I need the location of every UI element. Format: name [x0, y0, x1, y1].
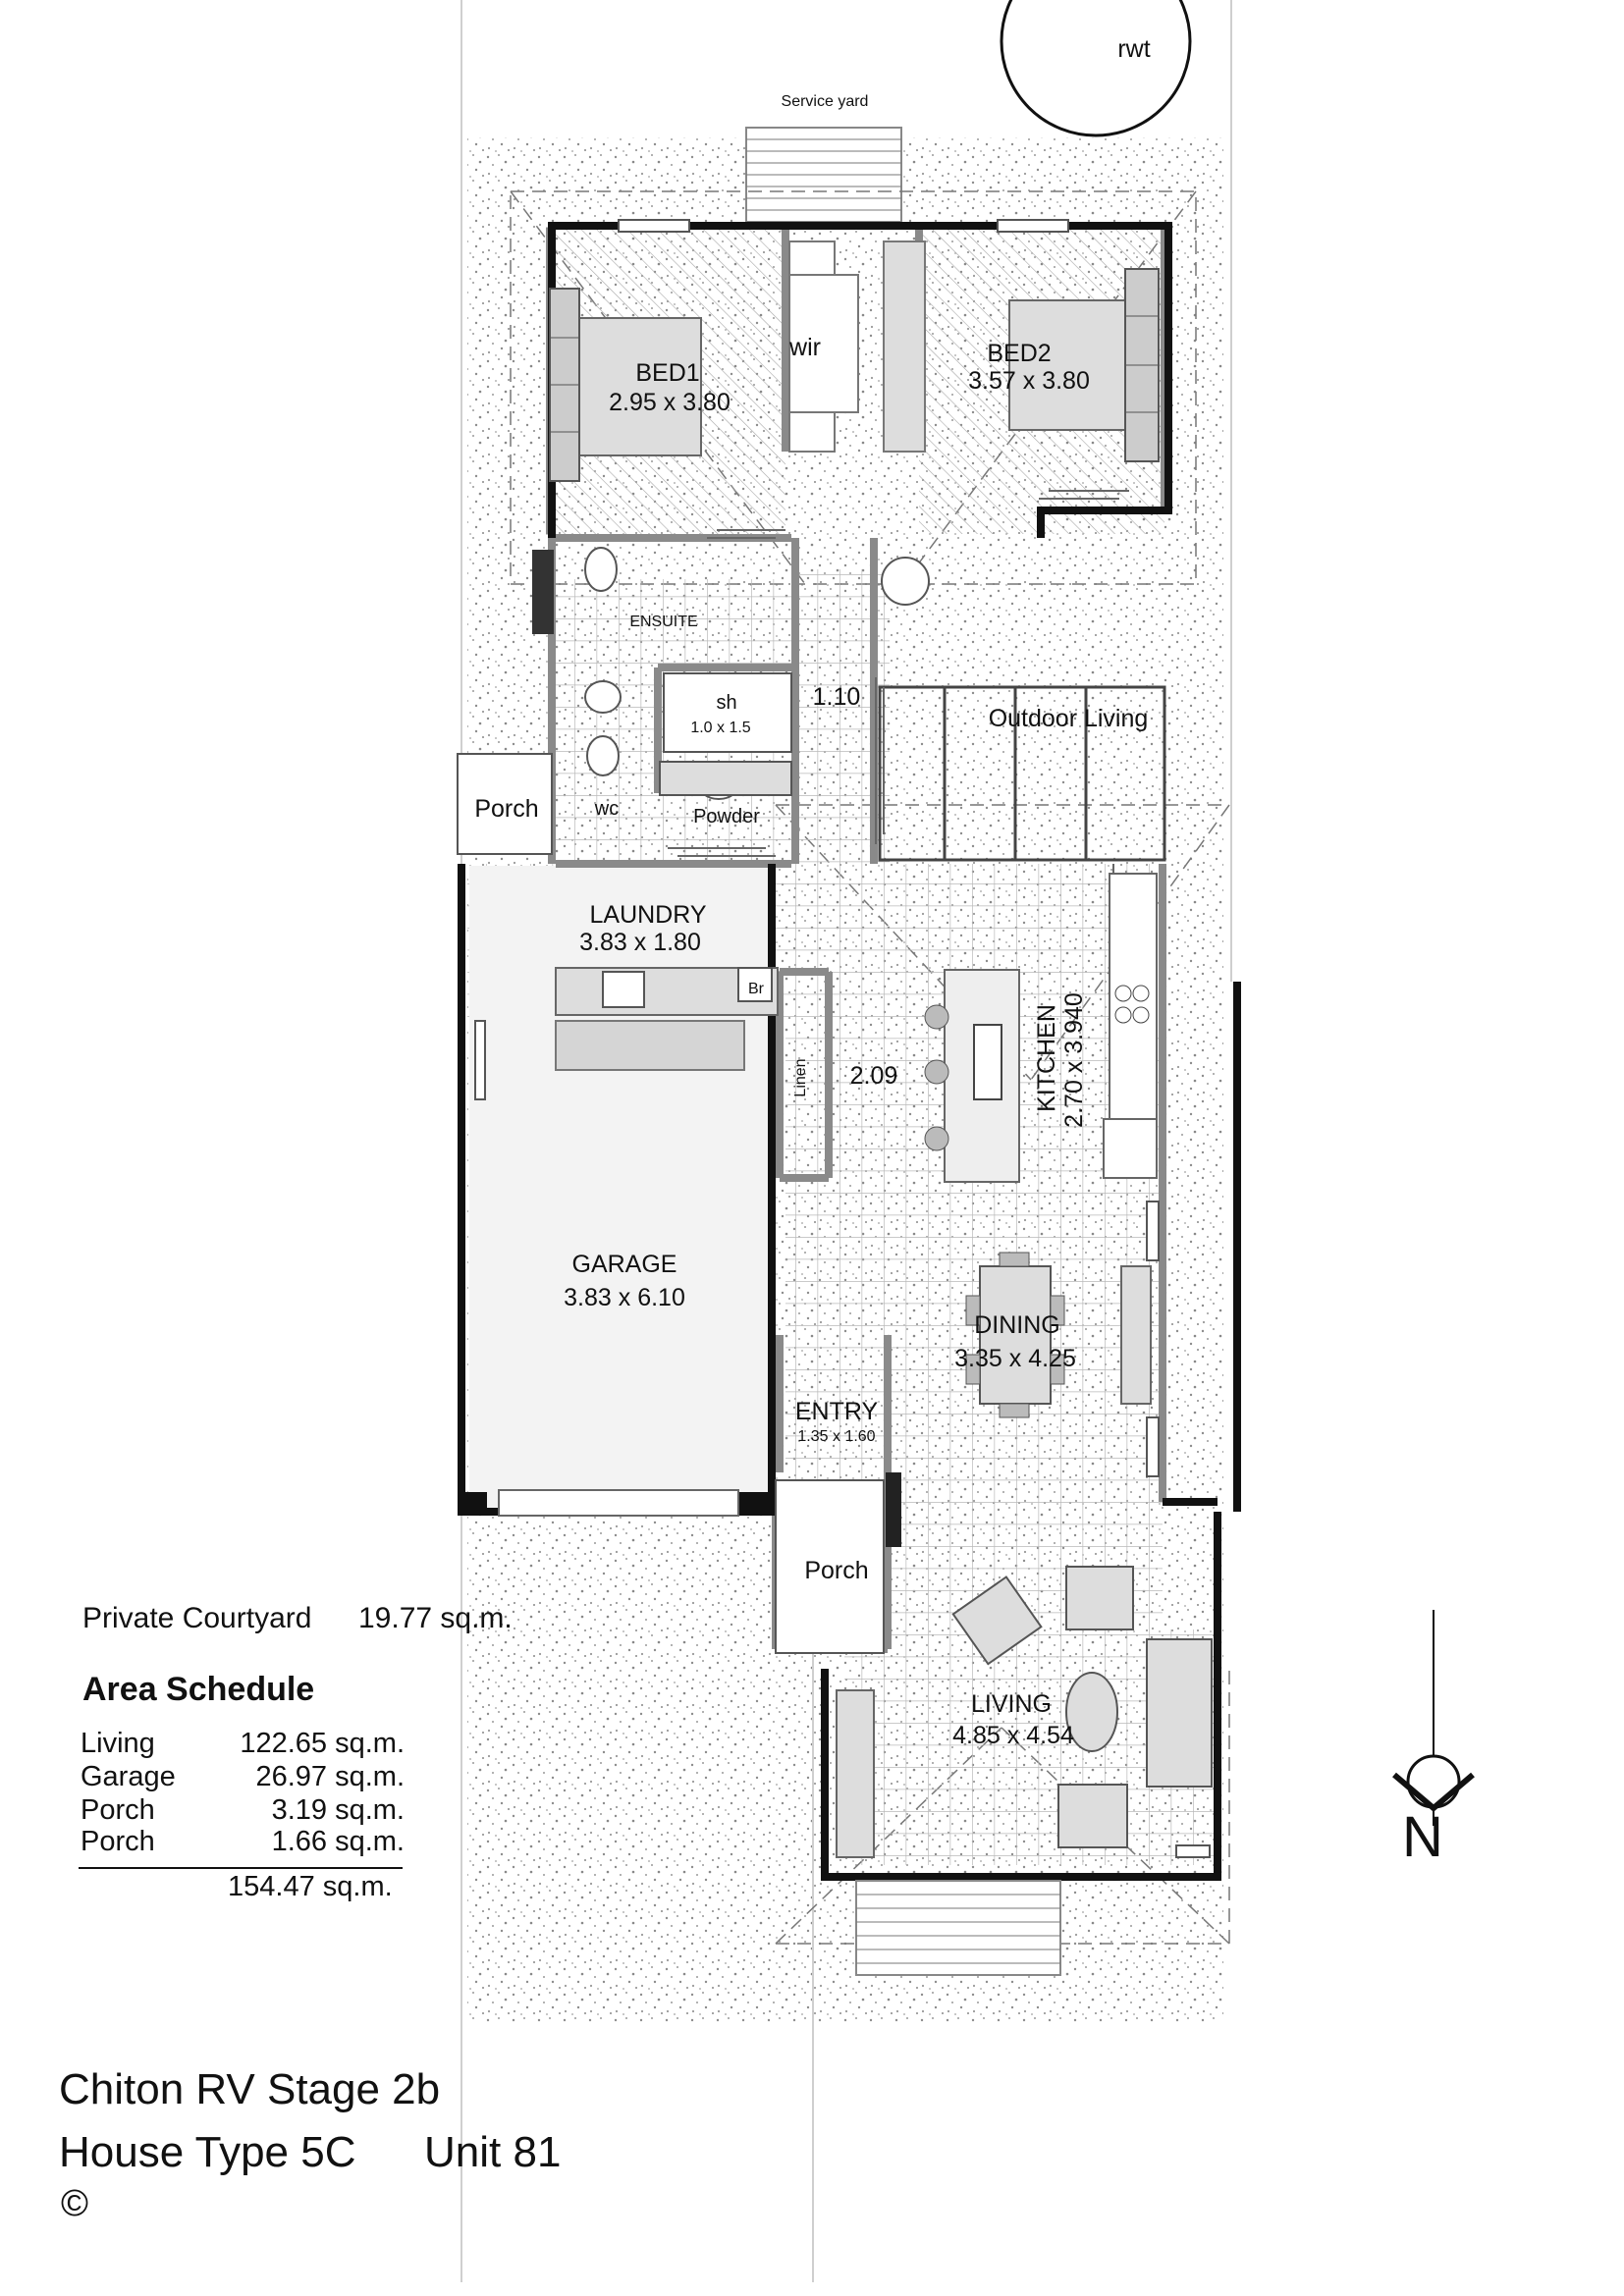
schedule-row [81, 1761, 405, 1794]
schedule-total: 154.47 sq.m. [228, 1871, 393, 1902]
laundry-label: LAUNDRY [589, 901, 707, 929]
garage-bench [556, 1021, 744, 1070]
project-title: Chiton RV Stage 2b [59, 2065, 441, 2113]
garage-pier-left [458, 1492, 487, 1516]
service-yard-steps [746, 128, 901, 222]
garage-pier-right [738, 1492, 768, 1516]
schedule-row-value: 1.66 sq.m. [271, 1826, 405, 1857]
garage-door [499, 1490, 738, 1516]
dining-label: DINING [974, 1311, 1060, 1339]
schedule-row [81, 1794, 405, 1828]
bed1-size: 2.95 x 3.80 [609, 389, 731, 416]
schedule-row-value: 122.65 sq.m. [240, 1728, 405, 1759]
powder-label: Powder [693, 806, 760, 828]
bed1-label: BED1 [635, 359, 700, 387]
rwt-label: rwt [1117, 35, 1151, 63]
garage-size: 3.83 x 6.10 [564, 1284, 685, 1311]
bed2-label: BED2 [987, 340, 1052, 367]
wc-label: wc [594, 798, 620, 820]
kitchen-size: 2.70 x 3.940 [1060, 992, 1088, 1128]
north-arrow [1394, 1610, 1473, 1826]
wir-label: wir [789, 334, 821, 361]
schedule-row [81, 1728, 405, 1761]
ensuite-window-block [532, 550, 554, 634]
rainwater-tank [1001, 0, 1190, 135]
laundry-bench [556, 968, 778, 1015]
north-letter: N [1402, 1805, 1443, 1869]
corridor-width: 1.10 [812, 683, 861, 711]
shower-label: sh [716, 692, 737, 714]
linen-label: Linen [792, 1058, 809, 1097]
copyright-symbol: © [61, 2183, 88, 2224]
entry-size: 1.35 x 1.60 [797, 1428, 876, 1445]
service-yard-label: Service yard [781, 93, 869, 110]
schedule-row [81, 1826, 405, 1859]
schedule-row-name: Porch [81, 1826, 155, 1857]
bed2-size: 3.57 x 3.80 [968, 367, 1090, 395]
front-porch-label: Porch [804, 1557, 869, 1584]
unit-number: Unit 81 [424, 2128, 562, 2176]
shower-size: 1.0 x 1.5 [690, 720, 751, 736]
schedule-row-value: 26.97 sq.m. [255, 1761, 405, 1792]
schedule-row-name: Porch [81, 1794, 155, 1826]
courtyard-label: Private Courtyard [82, 1602, 312, 1634]
schedule-row-value: 3.19 sq.m. [271, 1794, 405, 1826]
kitchen-bench [1104, 874, 1157, 1178]
dining-size: 3.35 x 4.25 [954, 1345, 1076, 1372]
outdoor-living-label: Outdoor Living [988, 705, 1149, 732]
side-porch-label: Porch [474, 795, 539, 823]
living-label: LIVING [971, 1690, 1052, 1718]
schedule-total-divider [79, 1867, 403, 1869]
broom-cupboard-label: Br [748, 981, 764, 997]
entry-label: ENTRY [794, 1398, 879, 1425]
laundry-size: 3.83 x 1.80 [579, 929, 701, 956]
entry-door-panel [886, 1472, 901, 1547]
schedule-row-name: Garage [81, 1761, 176, 1792]
kitchen-label: KITCHEN [1033, 1004, 1060, 1112]
schedule-row-name: Living [81, 1728, 155, 1759]
hall-width: 2.09 [849, 1062, 898, 1090]
courtyard-value: 19.77 sq.m. [358, 1602, 513, 1634]
area-schedule-title: Area Schedule [82, 1671, 315, 1708]
garage-label: GARAGE [571, 1251, 677, 1278]
ensuite-label: ENSUITE [629, 614, 698, 630]
house-type: House Type 5C [59, 2128, 356, 2176]
living-size: 4.85 x 4.54 [952, 1722, 1074, 1749]
garage-floor [469, 866, 774, 1514]
